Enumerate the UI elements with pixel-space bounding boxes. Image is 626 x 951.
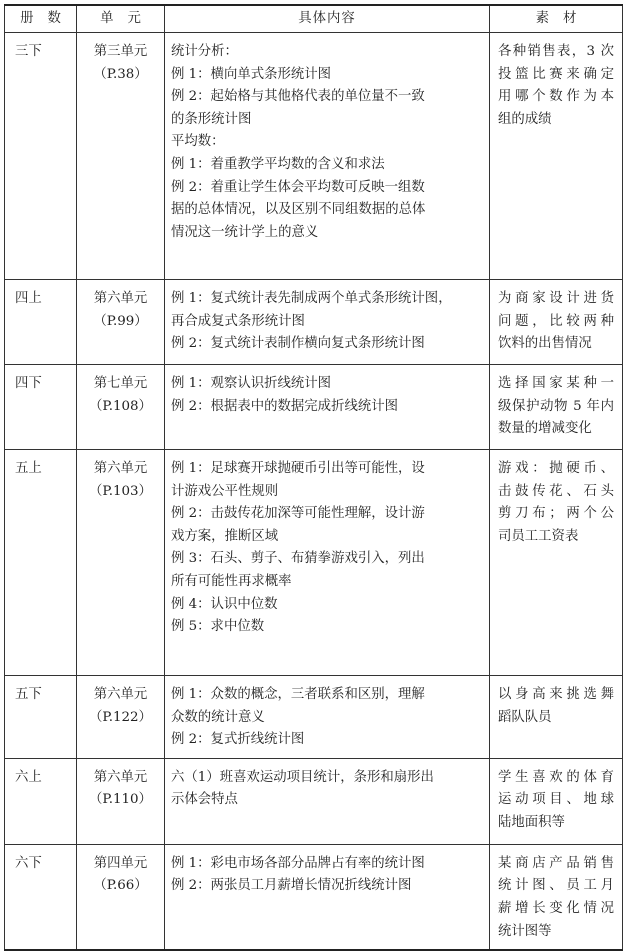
material-line: 用哪个数作为本 xyxy=(498,89,614,105)
material-line: 组的成绩 xyxy=(498,111,552,127)
content-line: 六（1）班喜欢运动项目统计，条形和扇形出 xyxy=(171,769,434,785)
material-line: 选择国家某种一 xyxy=(498,376,614,391)
content-line: 众数的统计意义 xyxy=(171,709,265,725)
content-line: 再合成复式条形统计图 xyxy=(171,313,305,329)
header-unit: 单元 xyxy=(77,5,165,33)
header-row xyxy=(5,5,623,33)
table-row xyxy=(5,365,623,450)
unit-page: （P.103） xyxy=(89,483,152,499)
content-line: 例 2：着重让学生体会平均数可反映一组数 xyxy=(171,179,425,195)
content-line: 计游戏公平性规则 xyxy=(171,483,279,499)
content-cell xyxy=(165,33,490,280)
content-line: 例 2：复式统计表制作横向复式条形统计图 xyxy=(171,336,425,352)
grade-cell: 三下 xyxy=(5,33,77,280)
content-cell xyxy=(165,280,490,365)
content-line: 例 2：两张员工月薪增长情况折线统计图 xyxy=(171,878,412,894)
content-line: 据的总体情况，以及区别不同组数据的总体 xyxy=(171,202,426,218)
unit-page: （P.66） xyxy=(93,878,148,894)
material-line: 游戏：抛硬币、 xyxy=(498,461,614,476)
content-line: 例 1：彩电市场各部分品牌占有率的统计图 xyxy=(171,855,425,871)
content-cell xyxy=(165,450,490,676)
material-cell xyxy=(490,33,623,280)
content-line: 例 4：认识中位数 xyxy=(171,596,278,612)
content-line: 例 1：观察认识折线统计图 xyxy=(171,376,332,391)
content-line: 平均数： xyxy=(171,134,225,150)
material-line: 统计图、员工月 xyxy=(498,878,614,894)
unit-name: 第三单元 xyxy=(93,44,148,59)
material-line: 饮料的出售情况 xyxy=(498,336,592,352)
content-line: 例 2：起始格与其他格代表的单位量不一致 xyxy=(171,89,425,105)
table-body xyxy=(5,33,623,951)
unit-cell xyxy=(77,280,165,365)
content-line: 例 2：根据表中的数据完成折线统计图 xyxy=(171,398,399,414)
table-row xyxy=(5,844,623,950)
content-line: 所有可能性再求概率 xyxy=(171,573,292,589)
content-line: 的条形统计图 xyxy=(171,111,252,127)
unit-name: 第四单元 xyxy=(93,855,148,871)
material-cell xyxy=(490,365,623,450)
material-line: 运动项目、地球 xyxy=(498,792,614,808)
unit-page: （P.108） xyxy=(89,398,152,414)
grade-cell: 五下 xyxy=(5,676,77,759)
header-grade: 册数 xyxy=(5,5,77,33)
table-row xyxy=(5,450,623,676)
unit-name: 第六单元 xyxy=(93,461,148,476)
content-line: 例 1：着重教学平均数的含义和求法 xyxy=(171,156,385,172)
table-row xyxy=(5,33,623,280)
unit-cell xyxy=(77,844,165,950)
unit-cell xyxy=(77,676,165,759)
header-material: 素材 xyxy=(490,5,623,33)
material-line: 为商家设计进货 xyxy=(498,291,614,306)
content-line: 例 5：求中位数 xyxy=(171,619,265,635)
material-line: 统计图等 xyxy=(498,923,552,939)
material-line: 陆地面积等 xyxy=(498,814,565,830)
material-line: 以身高来挑选舞 xyxy=(498,687,614,702)
grade-cell: 五上 xyxy=(5,450,77,676)
content-line: 例 2：击鼓传花加深等可能性理解，设计游 xyxy=(171,506,425,522)
unit-page: （P.110） xyxy=(89,792,152,808)
unit-cell xyxy=(77,365,165,450)
header-content: 具体内容 xyxy=(165,5,490,33)
material-line: 司员工工资表 xyxy=(498,528,579,544)
unit-page: （P.38） xyxy=(93,66,148,82)
content-cell xyxy=(165,365,490,450)
table-row xyxy=(5,676,623,759)
content-line: 例 3：石头、剪子、布猜拳游戏引入，列出 xyxy=(171,551,425,567)
table-row xyxy=(5,758,623,844)
unit-page: （P.122） xyxy=(89,709,152,725)
content-line: 例 1：足球赛开球抛硬币引出等可能性，设 xyxy=(171,461,425,476)
material-line: 数量的增减变化 xyxy=(498,421,592,437)
material-cell xyxy=(490,450,623,676)
material-cell xyxy=(490,676,623,759)
content-line: 例 1：复式统计表先制成两个单式条形统计图， xyxy=(171,291,452,306)
material-line: 投篮比赛来确定 xyxy=(498,66,614,82)
material-line: 各种销售表，3 次 xyxy=(498,44,614,59)
content-line: 示体会特点 xyxy=(171,792,238,808)
material-cell xyxy=(490,758,623,844)
material-cell xyxy=(490,844,623,950)
content-line: 例 1：横向单式条形统计图 xyxy=(171,66,332,82)
material-line: 级保护动物 5 年内 xyxy=(498,398,614,414)
unit-page: （P.99） xyxy=(93,313,148,329)
material-line: 学生喜欢的体育 xyxy=(498,769,614,785)
page xyxy=(4,4,623,951)
material-cell xyxy=(490,280,623,365)
table-row xyxy=(5,280,623,365)
unit-name: 第七单元 xyxy=(93,376,148,391)
content-cell xyxy=(165,758,490,844)
content-line: 例 2：复式折线统计图 xyxy=(171,732,305,748)
unit-name: 第六单元 xyxy=(93,291,148,306)
unit-name: 第六单元 xyxy=(93,687,148,702)
content-cell xyxy=(165,844,490,950)
material-line: 某商店产品销售 xyxy=(498,855,614,871)
material-line: 剪刀布；两个公 xyxy=(498,506,614,522)
content-line: 戏方案，推断区域 xyxy=(171,528,279,544)
unit-cell xyxy=(77,33,165,280)
unit-name: 第六单元 xyxy=(93,769,148,785)
grade-cell: 六上 xyxy=(5,758,77,844)
material-line: 击鼓传花、石头 xyxy=(498,483,614,499)
content-line: 统计分析： xyxy=(171,44,238,59)
material-line: 问题，比较两种 xyxy=(498,313,614,329)
content-line: 情况这一统计学上的意义 xyxy=(171,224,319,240)
grade-cell: 六下 xyxy=(5,844,77,950)
unit-cell xyxy=(77,758,165,844)
content-line: 例 1：众数的概念，三者联系和区别，理解 xyxy=(171,687,425,702)
material-line: 薪增长变化情况 xyxy=(498,900,614,916)
grade-cell: 四上 xyxy=(5,280,77,365)
grade-cell: 四下 xyxy=(5,365,77,450)
unit-cell xyxy=(77,450,165,676)
material-line: 蹈队队员 xyxy=(498,709,552,725)
content-cell xyxy=(165,676,490,759)
statistics-curriculum-table xyxy=(4,4,623,951)
